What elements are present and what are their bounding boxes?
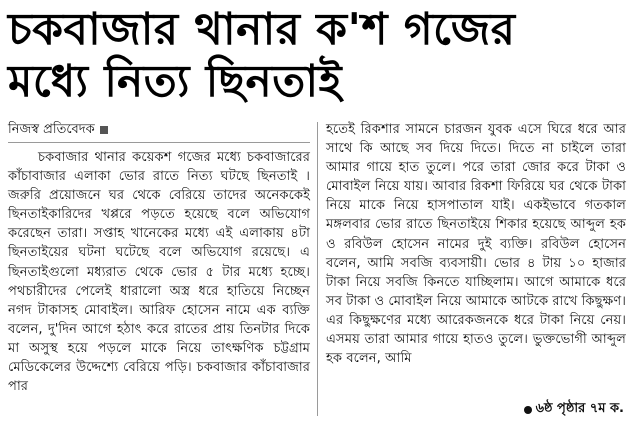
byline	[8, 120, 310, 139]
continuation-note	[524, 399, 624, 420]
headline-line-1: চকবাজার থানার ক'শ গজের	[8, 4, 516, 55]
article-column-left	[8, 120, 310, 396]
article-paragraph-left: চকবাজার থানার কয়েকশ গজের মধ্যে চকবাজারের কাঁচাবাজার এলাকা ভোর রাতে নিত্য ঘটছে ছিনতাই । জরুরি প্রয়োজনে ঘর থেকে বেরিয়ে তাদের অনেককেই ছিনতাইকারিদের খপ্পরে পড়তে হয়েছে বলে অভিযোগ করেছেন তারা। সপ্তাহ খানেকের মধ্যে এই এলাকায় ৪টা ছিনতাইয়ের ঘটনা ঘটেছে বলে অভিযোগ রয়েছে। এ ছিনতাইগুলো মধ্যরাত থেকে ভোর ৫ টার মধ্যে হচ্ছে। পথচারীদের পেলেই ধারালো অস্ত্র ধরে হাতিয়ে নিচ্ছেন নগদ টাকাসহ মোবাইল। আরিফ হোসেন নামে এক ব্যক্তি বলেন, দু'দিন আগে হঠাৎ করে রাতের প্রায় তিনটার দিকে মা অসুস্থ হয়ে পড়লে মাকে নিয়ে তাৎক্ষণিক চট্টগ্রাম মেডিকেলের উদ্দেশ্যে বেরিয়ে পড়ি। চকবাজার কাঁচাবাজার পার	[8, 150, 310, 395]
headline-line-2: মধ্যে নিত্য ছিনতাই	[8, 56, 342, 107]
article-column-right	[326, 120, 626, 368]
column-divider	[317, 122, 318, 416]
continuation-text: ৬ষ্ঠ পৃষ্ঠার ৭ম ক.	[535, 401, 624, 416]
headline	[8, 4, 626, 108]
article-paragraph-right: হতেই রিকশার সামনে চারজন যুবক এসে ঘিরে ধরে আর সাথে কি আছে সব দিয়ে দিতে। দিতে না চাইলে তারা আমার গায়ে হাত তুলে। পরে তারা জোর করে টাকা ও মোবাইল নিয়ে যায়। আবার রিকশা ফিরিয়ে ঘর থেকে টাকা নিয়ে মাকে নিয়ে হাসপাতাল যাই। একইভাবে গতকাল মঙ্গলবার ভোর রাতে ছিনতাইয়ে শিকার হয়েছে আব্দুল হক ও রবিউল হোসেন নামের দুই ব্যক্তি। রবিউল হোসেন বলেন, আমি সবজি ব্যবসায়ী। ভোর ৪ টায় ১০ হাজার টাকা নিয়ে সবজি কিনতে যাচ্ছিলাম। আগে আমাকে ধরে সব টাকা ও মোবাইল নিয়ে আমাকে আটকে রাখে কিছুক্ষণ। এর কিছুক্ষণের মধ্যে আরেকজনকে ধরে টাকা নিয়ে নেয়। এসময় তারা আমার গায়ে হাতও তুলে। ভুক্তভোগী আব্দুল হক বলেন, আমি	[326, 122, 626, 367]
byline-divider	[8, 142, 310, 143]
bullet-icon	[524, 406, 532, 414]
byline-square-icon	[100, 126, 108, 134]
byline-text: নিজস্ব প্রতিবেদক	[8, 121, 95, 137]
